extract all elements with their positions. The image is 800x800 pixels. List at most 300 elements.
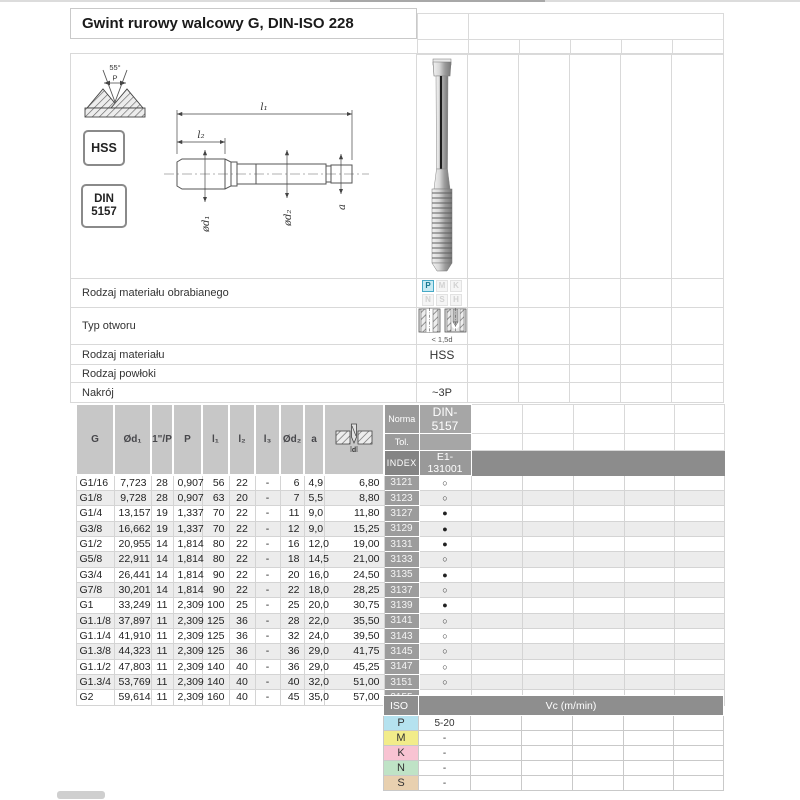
empty-cell [573,475,624,490]
cell-pitch: 1,814 [173,552,202,567]
cell-pitch: 1,814 [173,536,202,551]
empty-column [672,278,723,307]
empty-cell [573,582,624,597]
empty-cell [573,536,624,551]
cell-l1: 140 [202,659,229,674]
empty-cell [624,644,674,659]
empty-cell [573,628,624,643]
cell-d1: 41,910 [114,628,151,643]
attr-row-chamfer [71,383,723,403]
header-empty-cell [624,404,674,433]
cell-d1: 47,803 [114,659,151,674]
tolerance-value [419,433,471,450]
cell-thread-size: G1/2 [76,536,114,551]
cell-pitch: 2,309 [173,598,202,613]
cell-l1: 63 [202,490,229,505]
cell-l3: - [255,521,280,536]
table-row [76,628,724,643]
empty-cell [522,659,573,674]
cell-l3: - [255,567,280,582]
page-bottom-artifact [57,791,105,799]
material-group-badge: P [422,280,434,292]
svg-text:ød₁: ød₁ [201,215,212,232]
cell-l2: 25 [229,598,255,613]
empty-cell [471,506,522,521]
empty-cell [522,521,573,536]
empty-cell [522,731,573,746]
cell-thread-size: G1.1/8 [76,613,114,628]
empty-column [621,278,672,307]
material-group-badge: M [436,280,448,292]
empty-cell [573,674,624,689]
photo-column [417,54,468,278]
table-row [76,567,724,582]
cell-l2: 40 [229,659,255,674]
empty-cell [573,613,624,628]
cell-l2: 36 [229,644,255,659]
cell-a: 35,0 [304,690,324,705]
empty-cell [624,506,674,521]
empty-cell [573,746,624,761]
cell-d1: 59,614 [114,690,151,705]
cell-tpi: 11 [151,613,173,628]
empty-cell [471,761,522,776]
table-row [76,490,724,505]
cell-thread-size: G1.3/4 [76,674,114,689]
table-row [76,598,724,613]
cell-l3: - [255,690,280,705]
attr-label: Typ otworu [71,308,417,344]
cell-a: 20,0 [304,598,324,613]
cell-a: 24,0 [304,628,324,643]
empty-cell [674,761,724,776]
material-group-badge: S [436,294,448,306]
cell-a: 12,0 [304,536,324,551]
index-bar-cell [522,450,573,475]
table-row [76,582,724,597]
cutting-speed-table [383,695,724,791]
cell-tpi: 19 [151,521,173,536]
tolerance-label: Tol. [384,433,419,450]
cell-d2: 20 [280,567,304,582]
cell-d1: 7,723 [114,475,151,490]
empty-cell [471,644,522,659]
cell-l3: - [255,659,280,674]
cell-tpi: 28 [151,490,173,505]
cell-pitch: 1,814 [173,567,202,582]
index-bar-cell [624,450,674,475]
cell-drill-diameter: 19,00 [324,536,384,551]
empty-cell [573,598,624,613]
cell-l1: 125 [202,628,229,643]
cell-tpi: 11 [151,628,173,643]
empty-cell [471,659,522,674]
cell-l2: 22 [229,552,255,567]
cell-l1: 56 [202,475,229,490]
cell-l3: - [255,536,280,551]
empty-cell [573,567,624,582]
cell-l3: - [255,506,280,521]
speed-row [384,716,724,731]
cell-a: 4,9 [304,475,324,490]
cell-pitch: 0,907 [173,475,202,490]
through-hole-icon [418,308,441,334]
cell-drill-diameter: 15,25 [324,521,384,536]
technical-drawing [159,92,411,244]
cell-d2: 32 [280,628,304,643]
attr-row-hole-type [71,308,723,345]
cell-l1: 80 [202,536,229,551]
cell-d2: 22 [280,582,304,597]
thread-profile-icon [83,62,147,122]
cell-d1: 9,728 [114,490,151,505]
empty-cell [674,536,724,551]
empty-cell [471,536,522,551]
table-row [76,659,724,674]
cell-tpi: 14 [151,582,173,597]
empty-cell [674,716,724,731]
blind-hole-icon [444,308,467,334]
empty-cell [624,598,674,613]
empty-cell [573,716,624,731]
cell-l2: 40 [229,674,255,689]
cell-drill-diameter: 41,75 [324,644,384,659]
attr-row-workpiece [71,278,723,308]
cell-tpi: 11 [151,598,173,613]
cell-pitch: 2,309 [173,690,202,705]
empty-cell [471,731,522,746]
empty-column [570,383,621,402]
index-chip: 3151 [384,674,419,689]
cell-l1: 125 [202,644,229,659]
cell-l1: 100 [202,598,229,613]
cell-drill-diameter: 39,50 [324,628,384,643]
index-chip: 3139 [384,598,419,613]
cell-thread-size: G1.3/8 [76,644,114,659]
cell-l2: 20 [229,490,255,505]
empty-column [570,54,621,278]
empty-cell [522,613,573,628]
cell-a: 18,0 [304,582,324,597]
cell-d2: 12 [280,521,304,536]
speed-row [384,776,724,791]
availability-dot: ○ [419,644,471,659]
availability-dot: ● [419,521,471,536]
cell-d2: 11 [280,506,304,521]
cell-drill-diameter: 21,00 [324,552,384,567]
empty-cell [471,490,522,505]
speed-row [384,731,724,746]
cell-a: 14,5 [304,552,324,567]
dimensions-table [75,403,725,706]
material-groups-cell [417,278,468,307]
empty-cell [471,475,522,490]
empty-cell [573,506,624,521]
table-row [76,536,724,551]
cell-thread-size: G7/8 [76,582,114,597]
din-label: DIN [94,193,114,205]
iso-group-cell: M [384,731,419,746]
empty-column [468,54,519,278]
col-header-l2: l₂ [229,404,255,475]
index-chip: 3129 [384,521,419,536]
empty-cell [674,475,724,490]
hss-badge-label: HSS [91,141,117,155]
empty-cell [624,582,674,597]
cell-drill-diameter: 57,00 [324,690,384,705]
table-row [76,475,724,490]
empty-cell [522,567,573,582]
empty-column [468,383,519,402]
vc-header: Vc (m/min) [419,696,724,716]
svg-text:d: d [351,447,357,454]
din-number: 5157 [91,206,117,218]
cell-l1: 160 [202,690,229,705]
cell-pitch: 2,309 [173,674,202,689]
cell-drill-diameter: 51,00 [324,674,384,689]
cell-pitch: 2,309 [173,644,202,659]
empty-cell [624,613,674,628]
availability-dot: ● [419,598,471,613]
cell-drill-diameter: 6,80 [324,475,384,490]
cell-l3: - [255,475,280,490]
cell-l2: 22 [229,475,255,490]
hole-icons [418,308,467,334]
cell-l3: - [255,582,280,597]
cell-d1: 22,911 [114,552,151,567]
empty-column [570,345,621,364]
availability-dot: ○ [419,659,471,674]
empty-cell [624,761,674,776]
empty-cell [624,731,674,746]
cell-d2: 7 [280,490,304,505]
cell-thread-size: G5/8 [76,552,114,567]
empty-cell [674,746,724,761]
availability-dot: ○ [419,613,471,628]
vc-value-cell: - [419,731,471,746]
col-header-tpi: 1"/P [151,404,173,475]
index-bar-cell [471,450,522,475]
empty-cell [674,674,724,689]
material-group-grid [422,280,462,306]
cell-l2: 40 [229,690,255,705]
empty-cell [624,776,674,791]
cell-l3: - [255,598,280,613]
cell-tpi: 14 [151,536,173,551]
empty-cell [522,746,573,761]
vc-value-cell: - [419,776,471,791]
hss-badge [83,130,125,166]
availability-dot: ○ [419,490,471,505]
empty-column [672,365,723,382]
index-chip: 3121 [384,475,419,490]
drawing-pane [71,54,417,278]
cell-thread-size: G3/4 [76,567,114,582]
empty-cell [624,567,674,582]
empty-cell [573,731,624,746]
empty-column [570,278,621,307]
cell-a: 22,0 [304,613,324,628]
cell-thread-size: G1/8 [76,490,114,505]
cell-d1: 33,249 [114,598,151,613]
chamfer-value: ~3P [417,383,468,402]
cell-l3: - [255,613,280,628]
cell-drill-diameter: 45,25 [324,659,384,674]
empty-cell [674,506,724,521]
empty-cell [674,628,724,643]
availability-dot: ○ [419,628,471,643]
col-header-l3: l₃ [255,404,280,475]
empty-cell [522,536,573,551]
iso-group-cell: K [384,746,419,761]
empty-cell [624,475,674,490]
index-bar-cell [573,450,624,475]
index-chip: 3123 [384,490,419,505]
empty-cell [471,776,522,791]
empty-column [672,345,723,364]
cell-thread-size: G1.1/2 [76,659,114,674]
availability-dot: ● [419,536,471,551]
cell-l3: - [255,628,280,643]
cell-d2: 16 [280,536,304,551]
cell-thread-size: G1/16 [76,475,114,490]
svg-text:l₂: l₂ [197,130,205,141]
col-header-p: P [173,404,202,475]
header-empty-cell [573,404,624,433]
cell-d1: 37,897 [114,613,151,628]
vc-value-cell: 5-20 [419,716,471,731]
empty-column [519,365,570,382]
empty-cell [471,716,522,731]
norma-value: DIN-5157 [419,404,471,433]
index-label: INDEX [384,450,419,475]
speed-row [384,761,724,776]
empty-cell [674,521,724,536]
empty-column [519,383,570,402]
index-chip: 3133 [384,552,419,567]
cell-d1: 13,157 [114,506,151,521]
empty-column [672,308,723,344]
cell-l2: 22 [229,521,255,536]
empty-cell [624,674,674,689]
cell-drill-diameter: 11,80 [324,506,384,521]
empty-cell [573,761,624,776]
index-chip: 3131 [384,536,419,551]
cell-l1: 90 [202,582,229,597]
cell-tpi: 11 [151,644,173,659]
drill-in-hole-icon [335,422,373,454]
empty-cell [522,628,573,643]
empty-column [468,345,519,364]
empty-column [621,54,672,278]
cell-l3: - [255,644,280,659]
col-header-d2: Ød₂ [280,404,304,475]
empty-column [621,345,672,364]
empty-cell [522,490,573,505]
cell-d2: 25 [280,598,304,613]
cell-pitch: 2,309 [173,613,202,628]
empty-cell [674,613,724,628]
empty-cell [471,552,522,567]
cell-pitch: 2,309 [173,659,202,674]
cell-l1: 125 [202,613,229,628]
cell-d1: 53,769 [114,674,151,689]
index-chip: 3143 [384,628,419,643]
drawing-band [70,53,724,279]
empty-cell [471,613,522,628]
empty-cell [522,598,573,613]
header-empty-cell [471,433,522,450]
svg-text:a: a [337,204,348,210]
cell-a: 5,5 [304,490,324,505]
table-row [76,552,724,567]
col-header-l1: l₁ [202,404,229,475]
cell-d2: 36 [280,659,304,674]
grid-cell [417,13,469,40]
empty-cell [471,582,522,597]
cell-l2: 22 [229,567,255,582]
empty-cell [522,674,573,689]
empty-cell [522,582,573,597]
cell-l1: 90 [202,567,229,582]
empty-cell [522,776,573,791]
svg-text:55°: 55° [109,63,121,72]
empty-cell [674,552,724,567]
index-chip: 3145 [384,644,419,659]
empty-column [570,308,621,344]
empty-cell [573,552,624,567]
cell-d2: 36 [280,644,304,659]
cell-thread-size: G3/8 [76,521,114,536]
cell-drill-diameter: 35,50 [324,613,384,628]
header-empty-cell [522,404,573,433]
availability-dot: ○ [419,582,471,597]
cell-l2: 36 [229,628,255,643]
cell-tpi: 14 [151,567,173,582]
material-group-badge: H [450,294,462,306]
cell-a: 29,0 [304,659,324,674]
iso-group-cell: N [384,761,419,776]
norma-label: Norma [384,404,419,433]
cell-a: 29,0 [304,644,324,659]
empty-cell [674,731,724,746]
empty-cell [674,659,724,674]
empty-cell [624,746,674,761]
cell-pitch: 0,907 [173,490,202,505]
cell-d2: 45 [280,690,304,705]
index-chip: 3127 [384,506,419,521]
empty-column [519,278,570,307]
empty-cell [522,506,573,521]
col-header-g: G [76,404,114,475]
empty-column [621,383,672,402]
empty-cell [522,552,573,567]
cell-l2: 22 [229,536,255,551]
cell-a: 9,0 [304,506,324,521]
table-row [76,506,724,521]
cell-tpi: 11 [151,659,173,674]
cell-d1: 16,662 [114,521,151,536]
svg-text:P: P [112,73,118,83]
empty-cell [471,521,522,536]
cell-tpi: 14 [151,552,173,567]
cell-l3: - [255,674,280,689]
hole-depth-caption: < 1,5d [431,335,453,344]
header-empty-cell [674,433,724,450]
material-value: HSS [417,345,468,364]
cell-drill-diameter: 24,50 [324,567,384,582]
index-chip: 3141 [384,613,419,628]
